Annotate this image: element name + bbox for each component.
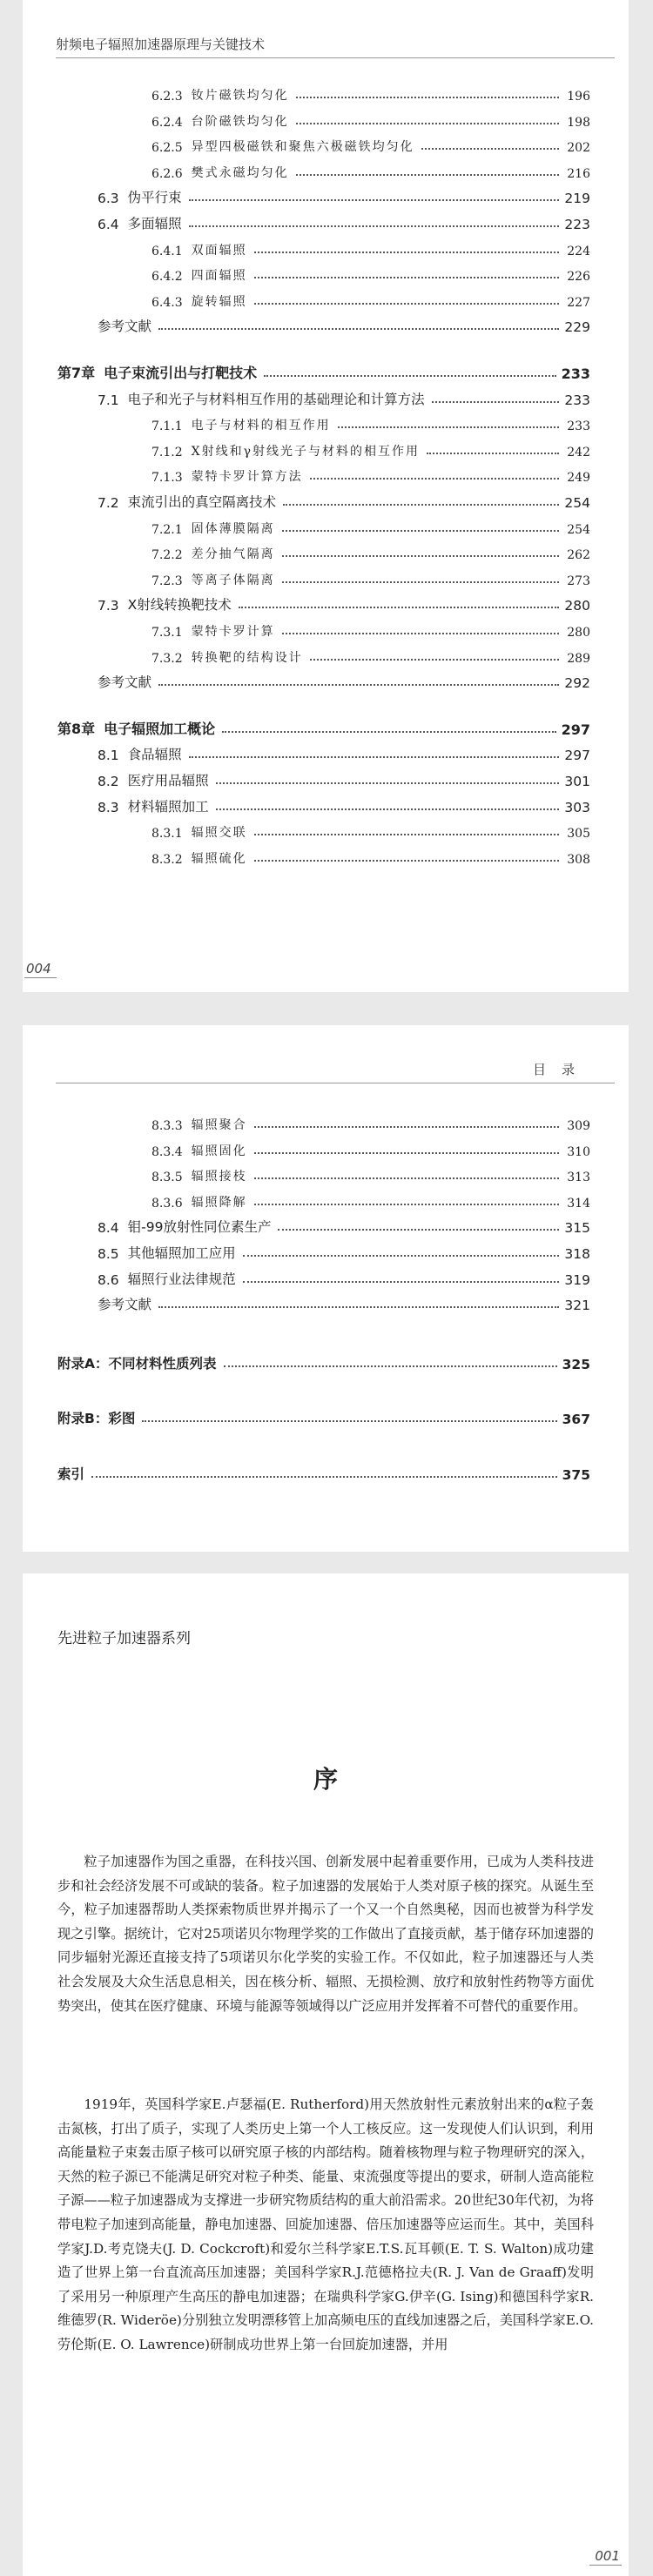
toc-entry [98, 1265, 590, 1288]
toc-entry-title: X射线和γ射线光子与材料的相互作用 [191, 444, 420, 459]
dot-leader [142, 1420, 556, 1422]
toc-entry-number: 6.4.2 [151, 270, 183, 285]
toc-entry-title: 参考文献 [98, 1297, 152, 1313]
dot-leader [239, 607, 559, 608]
toc-entry-page: 196 [567, 90, 590, 104]
preface-page [23, 1573, 629, 2576]
toc-entry-title: 钕片磁铁均匀化 [191, 89, 289, 103]
dot-leader [158, 1306, 559, 1308]
toc-entry [151, 411, 590, 433]
toc-entry-number: 8.3.4 [151, 1144, 183, 1159]
toc-entry [151, 643, 590, 666]
toc-entry-page: 301 [564, 774, 590, 789]
toc-entry-page: 198 [567, 115, 590, 130]
toc-entry-title: 四面辐照 [191, 269, 247, 284]
dot-leader [158, 328, 559, 330]
toc-entry [151, 566, 590, 588]
toc-entry-page: 305 [567, 827, 590, 842]
toc-entry [151, 1162, 590, 1184]
toc-entry [98, 793, 590, 815]
toc-entry-page: 280 [564, 598, 590, 614]
toc-entry-title: 辐照硫化 [191, 851, 247, 866]
dot-leader [254, 1177, 559, 1179]
toc-entry [98, 767, 590, 789]
preface-paragraph: 1919年，英国科学家E.卢瑟福(E. Rutherford)用天然放射性元素放射出来的α粒子轰击氮核，打出了质子，实现了人类历史上第一个人工核反应。这一发现使人们认识到，利用高能量粒子束轰击原子核可以研究原子核的内部结构。随着核物理与粒子物理研究的深入，天然的粒子源已不能满足研究对粒子种类、能量、束流强度等提出的要求，研制人造高能粒子源——粒子加速器成为支撑进一步研究物质结构的重大前沿需求。20世纪30年代初，为将带电粒子加速到高能量，静电加速器、回旋加速器、倍压加速器等应运而生。其中，美国科学家J.D.考克饶夫(J. D. Cockcroft)和爱尔兰科学家E.T.S.瓦耳顿(E. T. S. Walton)成功建造了世界上第一台直流高压加速器；美国科学家R.J.范德格拉夫(R. J. Van de Graaff)发明了采用另一种原理产生高压的静电加速器；在瑞典科学家G.伊辛(G. Ising)和德国科学家R.维德罗(R. Wideröe)分别独立发明漂移管上加高频电压的直线加速器之后，美国科学家E.O.劳伦斯(E. O. Lawrence)研制成功世界上第一台回旋加速器，并用 [57, 2096, 594, 2352]
toc-entry-page: 315 [564, 1220, 590, 1237]
toc-entry-number: 8.6 [98, 1271, 119, 1288]
toc-entry-number: 6.2.3 [151, 90, 183, 104]
toc-page-2 [23, 1025, 629, 1552]
preface-paragraph: 粒子加速器作为国之重器，在科技兴国、创新发展中起着重要作用，已成为人类科技进步和社会经济发展不可或缺的装备。粒子加速器的发展始于人类对原子核的探究。从诞生至今，粒子加速器帮助人类探索物质世界并揭示了一个又一个自然奥秘，因而也被誉为科学发现之引擎。据统计，它对25项诺贝尔物理学奖的工作做出了直接贡献，基于储存环加速器的同步辐射光源还直接支持了5项诺贝尔化学奖的实验工作。不仅如此，粒子加速器还与人类社会发展及大众生活息息相关，因在核分析、辐照、无损检测、放疗和放射性药物等方面优势突出，使其在医疗健康、环境与能源等领域得以广泛应用并发挥着不可替代的重要作用。 [57, 1854, 594, 2014]
toc-entry [151, 617, 590, 640]
toc-entry-number: 7.2.3 [151, 574, 183, 588]
toc-entry-page: 262 [567, 548, 590, 563]
toc-entry-title: 食品辐照 [127, 747, 182, 763]
toc-entry-number: 7.3 [98, 598, 119, 614]
toc-entry [151, 132, 590, 155]
toc-entry-page: 223 [564, 217, 590, 232]
toc-entry-title: 辐照降解 [191, 1195, 247, 1210]
dot-leader [283, 504, 559, 506]
toc-entry-number: 8.1 [98, 748, 119, 764]
toc-entry-page: 375 [562, 1467, 590, 1483]
toc-entry-number: 7.2.2 [151, 548, 183, 563]
toc-entry-title: 多面辐照 [127, 216, 182, 231]
toc-entry [98, 210, 590, 232]
toc-appendix-entry [57, 1405, 590, 1427]
toc-entry-title: 伪平行束 [127, 190, 182, 206]
toc-entry-number: 7.3.2 [151, 651, 183, 666]
toc-entry [151, 514, 590, 537]
toc-entry [98, 1291, 590, 1313]
toc-entry [98, 488, 590, 511]
running-header: 射频电子辐照加速器原理与关键技术 [56, 37, 266, 52]
toc-entry-title: X射线转换靶技术 [127, 597, 232, 614]
dot-leader [282, 530, 559, 532]
toc-entry-number: 8.2 [98, 774, 119, 789]
toc-entry [151, 844, 590, 867]
toc-entry-number: 7.1.1 [151, 419, 183, 434]
toc-entry-title: 材料辐照加工 [127, 798, 209, 815]
toc-entry-title: 辐照交联 [191, 826, 247, 841]
dot-leader [189, 756, 559, 758]
toc-entry-number: 7.2.1 [151, 522, 183, 537]
dot-leader [254, 303, 559, 305]
dot-leader [189, 199, 559, 201]
toc-entry-title: 辐照聚合 [191, 1118, 247, 1132]
page-folio: 004 [26, 961, 51, 976]
dot-leader [254, 277, 559, 278]
dot-leader [254, 860, 559, 862]
toc-entry-page: 367 [562, 1412, 590, 1428]
toc-entry-title: 电子和光子与材料相互作用的基础理论和计算方法 [127, 391, 425, 407]
toc-entry-title: 束流引出的真空隔离技术 [127, 494, 277, 510]
toc-entry-number: 6.2.6 [151, 166, 183, 181]
toc-entry-page: 319 [564, 1271, 590, 1288]
toc-entry [98, 668, 590, 691]
toc-entry-title: 异型四极磁铁和聚焦六极磁铁均匀化 [191, 140, 414, 155]
toc-entry-page: 273 [567, 574, 590, 588]
toc-entry [151, 158, 590, 181]
toc-entry-page: 233 [567, 419, 590, 434]
dot-leader [310, 478, 559, 480]
toc-entry-title: 电子束流引出与打靶技术 [104, 365, 258, 381]
toc-entry-title: 樊式永磁均匀化 [191, 165, 289, 180]
dot-leader [189, 225, 559, 227]
toc-entry-number: 8.3.5 [151, 1171, 183, 1185]
toc-entry [151, 287, 590, 310]
toc-entry-title: 辐照接枝 [191, 1170, 247, 1184]
toc-entry-page: 227 [567, 295, 590, 310]
toc-entry-number: 7.2 [98, 495, 119, 511]
toc-entry-title: 蒙特卡罗计算方法 [191, 470, 303, 485]
toc-entry-page: 233 [561, 366, 590, 382]
toc-entry-number: 第8章 [57, 720, 96, 737]
page-folio: 001 [595, 2548, 620, 2564]
toc-appendix-entry [57, 1460, 590, 1483]
toc-entry-title: 索引 [57, 1466, 85, 1482]
toc-entry-page: 289 [567, 651, 590, 666]
toc-entry-number: 6.3 [98, 191, 119, 207]
toc-entry-title: 电子与材料的相互作用 [191, 419, 331, 433]
toc-entry-page: 242 [567, 445, 590, 460]
toc-chapter-entry [57, 359, 590, 382]
toc-entry-page: 310 [567, 1144, 590, 1159]
dot-leader [427, 453, 559, 454]
toc-entry-page: 308 [567, 852, 590, 867]
dot-leader [338, 426, 559, 428]
preface-title: 序 [313, 1765, 338, 1794]
dot-leader [216, 808, 559, 810]
toc-page-1 [23, 0, 629, 992]
toc-entry-title: 台阶磁铁均匀化 [191, 114, 289, 129]
toc-entry-title: 参考文献 [98, 319, 152, 335]
toc-entry-page: 313 [567, 1171, 590, 1185]
dot-leader [254, 1204, 559, 1205]
toc-entry [151, 81, 590, 104]
toc-entry-page: 254 [567, 522, 590, 537]
toc-entry-page: 254 [564, 495, 590, 511]
toc-entry-page: 202 [567, 141, 590, 156]
toc-entry-number: 8.3.1 [151, 827, 183, 842]
dot-leader [91, 1476, 557, 1478]
toc-appendix-entry [57, 1350, 590, 1372]
toc-entry-page: 297 [561, 721, 590, 738]
toc-entry [151, 462, 590, 485]
toc-entry-title: 附录A：不同材料性质列表 [57, 1355, 217, 1372]
toc-entry-number: 8.4 [98, 1220, 119, 1237]
toc-entry-number: 第7章 [57, 365, 96, 381]
dot-leader [282, 633, 559, 634]
dot-leader [254, 1126, 559, 1128]
toc-entry-title: 电子辐照加工概论 [104, 720, 216, 737]
toc-entry [151, 236, 590, 258]
toc-entry-title: 参考文献 [98, 674, 152, 691]
toc-entry [98, 386, 590, 408]
toc-entry [98, 184, 590, 206]
dot-leader [254, 252, 559, 253]
toc-entry-title: 旋转辐照 [191, 294, 247, 309]
toc-entry-title: 等离子体隔离 [191, 573, 275, 587]
running-header: 目录 [532, 1062, 590, 1077]
toc-entry-page: 249 [567, 471, 590, 486]
toc-entry-title: 蒙特卡罗计算 [191, 625, 275, 639]
toc-entry-number: 8.3.2 [151, 852, 183, 867]
dot-leader [158, 684, 559, 686]
dot-leader [296, 123, 559, 124]
toc-entry-page: 303 [564, 799, 590, 815]
toc-entry [151, 1188, 590, 1211]
toc-entry-page: 233 [564, 392, 590, 408]
toc-entry-title: 医疗用品辐照 [127, 773, 209, 788]
toc-entry-page: 325 [562, 1356, 590, 1372]
toc-entry-title: 辐照行业法律规范 [127, 1271, 236, 1287]
toc-entry-page: 229 [564, 319, 590, 336]
toc-entry-page: 292 [564, 675, 590, 692]
toc-entry [151, 540, 590, 562]
series-title: 先进粒子加速器系列 [57, 1630, 191, 1647]
toc-entry-title: 其他辐照加工应用 [127, 1245, 236, 1261]
toc-chapter-entry [57, 715, 590, 738]
toc-entry-title: 差分抽气隔离 [191, 547, 275, 562]
toc-entry [98, 591, 590, 614]
toc-entry-page: 318 [564, 1246, 590, 1262]
toc-entry-page: 219 [564, 191, 590, 207]
toc-entry-number: 8.3.6 [151, 1196, 183, 1211]
toc-entry-page: 224 [567, 244, 590, 258]
toc-entry-page: 309 [567, 1119, 590, 1133]
toc-entry-number: 6.2.4 [151, 115, 183, 130]
toc-entry-number: 7.3.1 [151, 626, 183, 640]
toc-entry-number: 6.4.3 [151, 295, 183, 310]
dot-leader [222, 731, 555, 733]
dot-leader [296, 174, 559, 176]
toc-entry [151, 818, 590, 841]
toc-entry-number: 8.3 [98, 799, 119, 815]
toc-entry-title: 固体薄膜隔离 [191, 521, 275, 536]
toc-entry-page: 297 [564, 748, 590, 764]
toc-entry [151, 437, 590, 460]
toc-entry [98, 1213, 590, 1236]
dot-leader [216, 782, 559, 784]
toc-entry-number: 6.2.5 [151, 141, 183, 156]
toc-entry-number: 8.5 [98, 1246, 119, 1262]
toc-entry-page: 280 [567, 626, 590, 640]
dot-leader [282, 581, 559, 583]
toc-entry [151, 261, 590, 284]
toc-entry [151, 107, 590, 130]
toc-entry-title: 双面辐照 [191, 243, 247, 258]
toc-entry-page: 321 [564, 1298, 590, 1314]
toc-entry-page: 226 [567, 270, 590, 285]
toc-entry-title: 钼-99放射性同位素生产 [127, 1219, 272, 1236]
dot-leader [264, 375, 555, 377]
toc-entry-title: 附录B：彩图 [57, 1411, 136, 1427]
header-rule [56, 57, 615, 58]
dot-leader [310, 659, 559, 661]
toc-entry [98, 741, 590, 763]
toc-entry-title: 辐照固化 [191, 1144, 247, 1158]
dot-leader [224, 1365, 557, 1367]
dot-leader [243, 1255, 559, 1257]
toc-entry [151, 1137, 590, 1159]
toc-entry [98, 1239, 590, 1262]
toc-entry-number: 6.4.1 [151, 244, 183, 258]
toc-entry-title: 转换靶的结构设计 [191, 650, 303, 665]
dot-leader [254, 1152, 559, 1154]
toc-entry [98, 312, 590, 335]
dot-leader [432, 401, 559, 403]
toc-entry-page: 314 [567, 1196, 590, 1211]
dot-leader [282, 555, 559, 557]
toc-entry-number: 7.1.3 [151, 471, 183, 486]
toc-entry-number: 7.1 [98, 392, 119, 408]
toc-entry [151, 1110, 590, 1133]
dot-leader [278, 1229, 559, 1231]
dot-leader [421, 148, 559, 150]
toc-entry-number: 8.3.3 [151, 1119, 183, 1133]
toc-entry-number: 6.4 [98, 217, 119, 232]
toc-entry-page: 216 [567, 166, 590, 181]
dot-leader [254, 834, 559, 835]
toc-entry-number: 7.1.2 [151, 445, 183, 460]
dot-leader [243, 1281, 559, 1283]
dot-leader [296, 97, 559, 98]
